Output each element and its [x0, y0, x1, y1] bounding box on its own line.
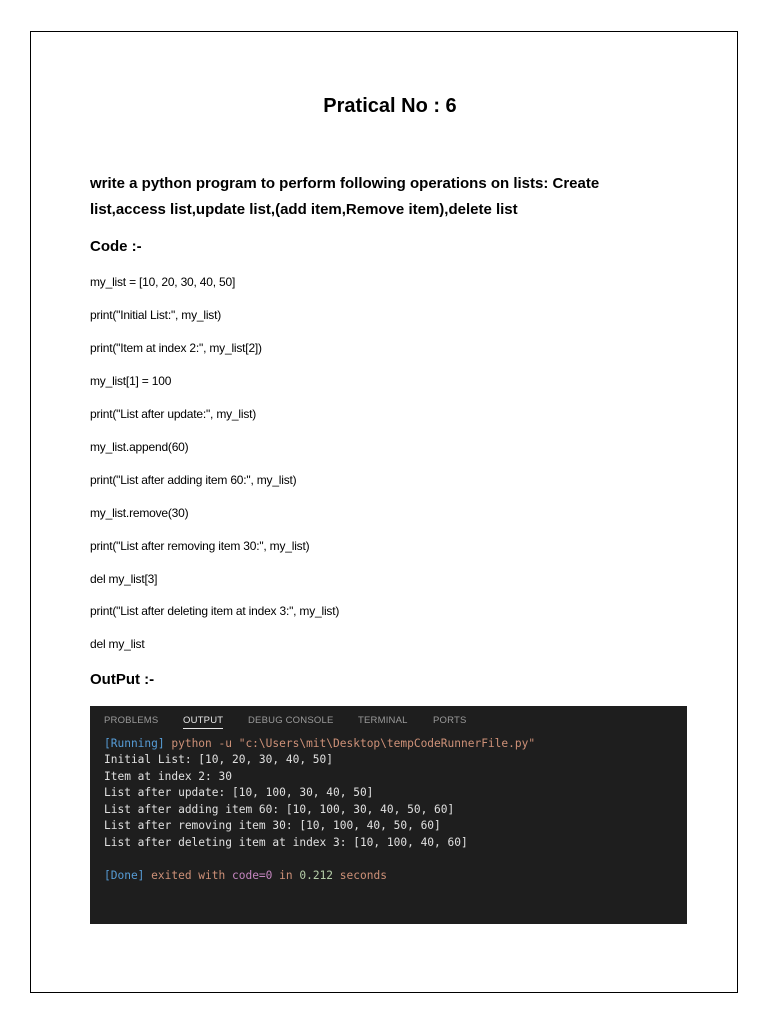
terminal-output-line-2: Item at index 2: 30 — [104, 770, 232, 783]
code-line-1: my_list = [10, 20, 30, 40, 50] — [90, 275, 236, 289]
code-line-10: del my_list[3] — [90, 572, 158, 586]
code-line-3: print("Item at index 2:", my_list[2]) — [90, 341, 262, 355]
done-tag: [Done] — [104, 869, 145, 882]
terminal-output-line-4: List after adding item 60: [10, 100, 30, 40, 50, 60] — [104, 803, 455, 816]
tab-output[interactable]: OUTPUT — [183, 715, 223, 729]
question-text: write a python program to perform following operations on lists: Create list,access list,update list,(add item,Remove item),delete list — [90, 175, 600, 218]
code-line-11: print("List after deleting item at index 3:", my_list) — [90, 604, 340, 618]
terminal-output-line-3: List after update: [10, 100, 30, 40, 50] — [104, 786, 374, 799]
tab-ports[interactable]: PORTS — [433, 715, 467, 726]
code-line-4: my_list[1] = 100 — [90, 374, 172, 388]
code-line-7: print("List after adding item 60:", my_list) — [90, 473, 297, 487]
terminal-done-line — [104, 869, 387, 882]
running-tag: [Running] — [104, 737, 165, 750]
code-line-12: del my_list — [90, 637, 145, 651]
code-line-5: print("List after update:", my_list) — [90, 407, 257, 421]
done-text: exited with — [144, 869, 232, 882]
done-in: in — [272, 869, 300, 882]
terminal-screenshot — [90, 706, 687, 924]
done-time: 0.212 — [299, 869, 334, 882]
running-command: python -u "c:\Users\mit\Desktop\tempCodeRunnerFile.py" — [164, 737, 536, 750]
code-line-8: my_list.remove(30) — [90, 506, 189, 520]
code-heading: Code :- — [90, 238, 142, 255]
page-title: Pratical No : 6 — [323, 95, 457, 117]
terminal-running-line — [104, 737, 535, 750]
code-line-2: print("Initial List:", my_list) — [90, 308, 222, 322]
terminal-output-line-5: List after removing item 30: [10, 100, 40, 50, 60] — [104, 819, 441, 832]
done-seconds: seconds — [333, 869, 387, 882]
code-line-6: my_list.append(60) — [90, 440, 189, 454]
tab-terminal[interactable]: TERMINAL — [358, 715, 408, 726]
tab-debug-console[interactable]: DEBUG CONSOLE — [248, 715, 334, 726]
output-heading: OutPut :- — [90, 671, 155, 688]
terminal-output-line-6: List after deleting item at index 3: [10, 100, 40, 60] — [104, 836, 468, 849]
done-code: code=0 — [231, 869, 273, 882]
code-line-9: print("List after removing item 30:", my_list) — [90, 539, 310, 553]
terminal-output-line-1: Initial List: [10, 20, 30, 40, 50] — [104, 753, 334, 766]
tab-problems[interactable]: PROBLEMS — [104, 715, 159, 726]
